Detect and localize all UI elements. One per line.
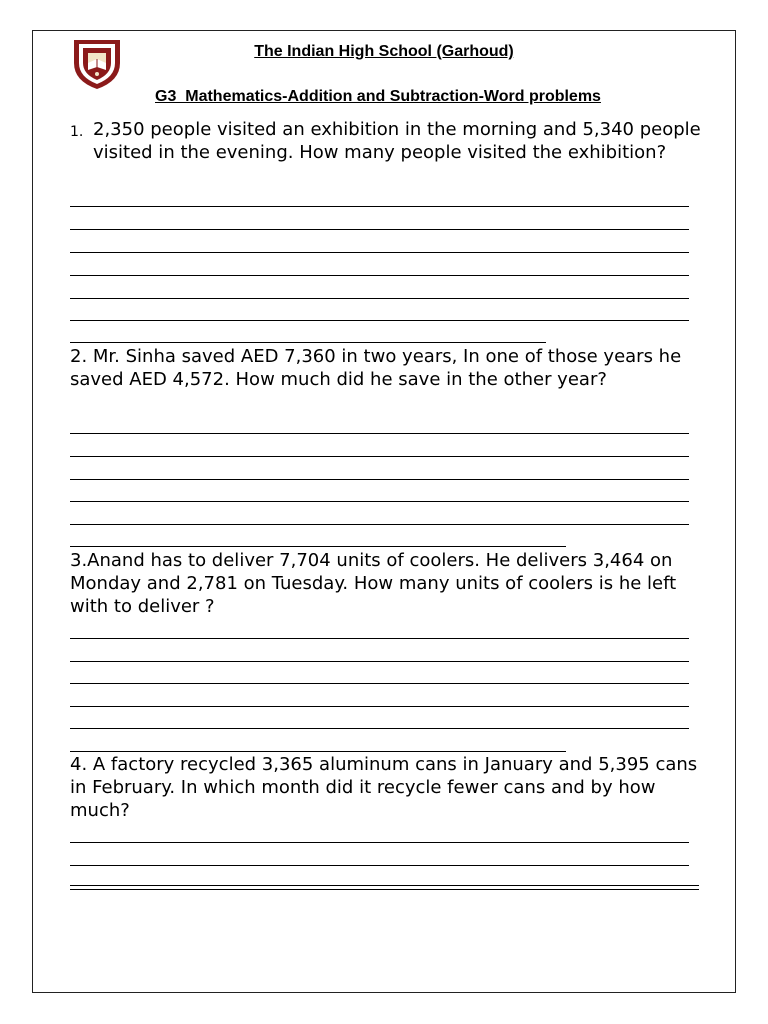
question-1-number: 1. (70, 124, 84, 140)
page-border (32, 30, 736, 993)
answer-line (70, 252, 689, 253)
answer-line (70, 456, 689, 457)
answer-line (70, 842, 689, 843)
answer-line (70, 751, 566, 752)
answer-line (70, 638, 689, 639)
answer-line (70, 229, 689, 230)
answer-line (70, 342, 546, 343)
question-4-text: 4. A factory recycled 3,365 aluminum cans in January and 5,395 cans in February. In which month did it recycle fewer cans and by how much? (70, 754, 698, 821)
question-3-text: 3.Anand has to deliver 7,704 units of coolers. He delivers 3,464 on Monday and 2,781 on Tuesday. How many units of coolers is he left with to deliver ? (70, 550, 677, 617)
answer-line (70, 433, 689, 434)
answer-line (70, 524, 689, 525)
answer-line (70, 889, 699, 890)
answer-line (70, 298, 689, 299)
answer-line (70, 206, 689, 207)
answer-line (70, 479, 689, 480)
answer-line (70, 661, 689, 662)
answer-line (70, 501, 689, 502)
answer-line (70, 546, 566, 547)
answer-line (70, 885, 699, 886)
answer-line (70, 320, 689, 321)
question-2-text: 2. Mr. Sinha saved AED 7,360 in two years, In one of those years he saved AED 4,572. How much did he save in the other year? (70, 346, 682, 390)
answer-line (70, 865, 689, 866)
worksheet-subject: G3 Mathematics-Addition and Subtraction-Word problems (155, 88, 601, 105)
answer-line (70, 706, 689, 707)
answer-line (70, 683, 689, 684)
question-1-text: 2,350 people visited an exhibition in the morning and 5,340 people visited in the evening. How many people visited the exhibition? (93, 119, 701, 163)
answer-line (70, 275, 689, 276)
answer-line (70, 728, 689, 729)
school-title: The Indian High School (Garhoud) (254, 43, 514, 60)
